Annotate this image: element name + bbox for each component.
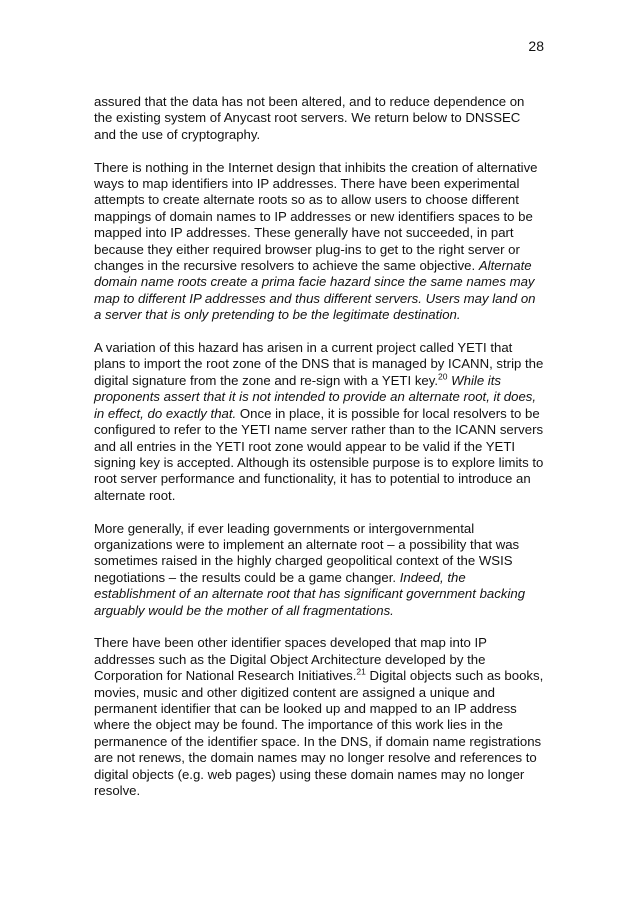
paragraph-text: There have been other identifier spaces developed that map into IP addresses such as the Digital Object Architecture developed by the Corporation for National Research Initiatives. [94,635,487,684]
footnote-reference: 21 [356,666,366,677]
paragraph [94,160,544,324]
emphasized-text: Alternate domain name roots create a prima facie hazard since the same names may map to different IP addresses and thus different servers. Users may land on a server that is only pretending to be the legitimate destination. [94,258,536,323]
paragraph [94,340,544,504]
body-text [94,94,544,816]
paragraph [94,94,544,143]
paragraph [94,521,544,619]
paragraph [94,635,544,799]
emphasized-text: While its proponents assert that it is not intended to provide an alternate root, it does, in effect, do exactly that. [94,372,537,421]
page-number: 28 [528,38,544,54]
paragraph-text: There is nothing in the Internet design that inhibits the creation of alternative ways to map identifiers into IP addresses. There have been experimental attempts to create alternate roots so as to allow users to choose different mappings of domain names to IP addresses or new identifiers spaces to be mapped into IP addresses. These generally have not succeeded, in part because they either required browser plug-ins to get to the right server or changes in the recursive resolvers to achieve the same objective. [94,159,538,274]
paragraph-text: A variation of this hazard has arisen in a current project called YETI that plans to import the root zone of the DNS that is managed by ICANN, strip the digital signature from the zone and re-sign with a YETI key. [94,340,544,388]
emphasized-text: Indeed, the establishment of an alternate root that has significant government backing arguably would be the mother of all fragmentations. [94,569,526,618]
paragraph-text: Once in place, it is possible for local resolvers to be configured to refer to the YETI name server rather than to the ICANN servers and all entries in the YETI root zone would appear to be valid if the YETI signing key is accepted. Although its ostensible purpose is to explore limits to root server performance and functionality, it has to potential to introduce an alternate root. [94,405,544,503]
paragraph-text: More generally, if ever leading governments or intergovernmental organizations were to implement an alternate root – a possibility that was sometimes raised in the highly charged geopolitical context of the WSIS negotiations – the results could be a game changer. [94,520,520,585]
paragraph-text: Digital objects such as books, movies, music and other digitized content are assigned a unique and permanent identifier that can be looked up and mapped to an IP address where the object may be found. The importance of this work lies in the permanence of the identifier space. In the DNS, if domain name registrations are not renews, the domain names may no longer resolve and references to digital objects (e.g. web pages) using these domain names may no longer resolve. [94,668,544,798]
footnote-reference: 20 [438,371,448,382]
paragraph-text: assured that the data has not been altered, and to reduce dependence on the existing system of Anycast root servers. We return below to DNSSEC and the use of cryptography. [94,94,525,142]
